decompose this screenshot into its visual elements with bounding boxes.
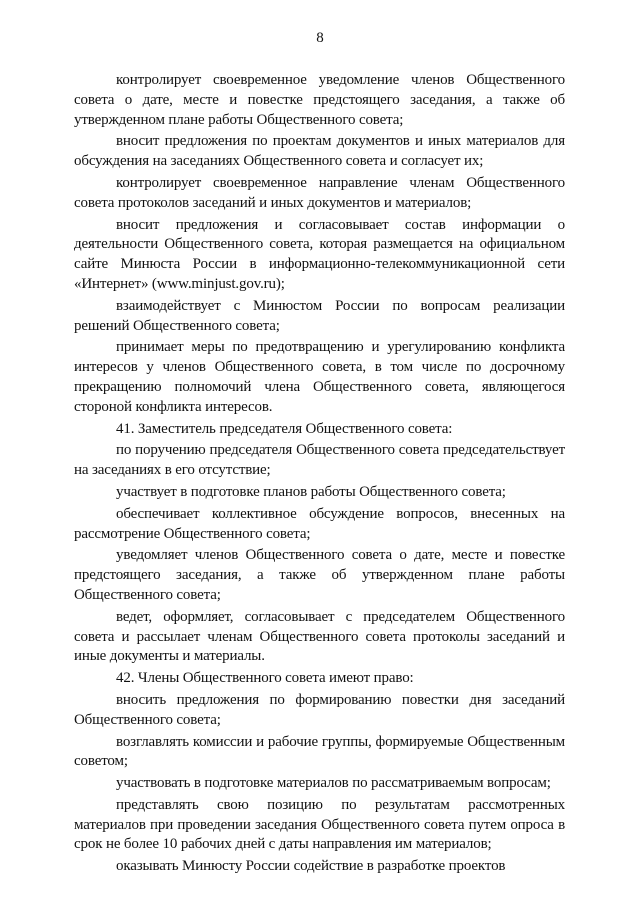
paragraph: участвует в подготовке планов работы Общественного совета; [116, 483, 506, 500]
section-heading: 42. Члены Общественного совета имеют право: [116, 670, 414, 687]
paragraph: вносит предложения и согласовывает состав информации о деятельности Общественного совета, которая размещается на официальном сайте Минюста России в информационно-телекоммуникационной сети «Интернет» (www.minjust.gov.ru); [74, 216, 565, 292]
paragraph: контролирует своевременное уведомление членов Общественного совета о дате, месте и повестке предстоящего заседания, а также об утвержденном плане работы Общественного совета; [74, 72, 565, 128]
paragraph: взаимодействует с Минюстом России по вопросам реализации решений Общественного совета; [74, 297, 565, 334]
page-number: 8 [316, 30, 324, 46]
paragraph: участвовать в подготовке материалов по рассматриваемым вопросам; [116, 775, 551, 792]
paragraph: представлять свою позицию по результатам рассмотренных материалов при проведении заседания Общественного совета путем опроса в срок не более 10 рабочих дней с даты направления им материалов; [74, 796, 565, 853]
paragraph: по поручению председателя Общественного совета председательствует на заседаниях в его отсутствие; [74, 442, 565, 479]
paragraph: вносить предложения по формированию повестки дня заседаний Общественного совета; [74, 691, 565, 728]
paragraph: обеспечивает коллективное обсуждение вопросов, внесенных на рассмотрение Общественного совета; [74, 505, 565, 542]
paragraph: ведет, оформляет, согласовывает с председателем Общественного совета и рассылает членам Общественного совета протоколы заседаний и иные документы и материалы. [74, 608, 565, 665]
paragraph: оказывать Минюсту России содействие в разработке проектов [116, 858, 506, 875]
paragraph: вносит предложения по проектам документов и иных материалов для обсуждения на заседаниях Общественного совета и согласует их; [74, 133, 565, 170]
paragraph: уведомляет членов Общественного совета о дате, месте и повестке предстоящего заседания, а также об утвержденном плане работы Общественного совета; [74, 547, 565, 603]
section-heading: 41. Заместитель председателя Общественного совета: [116, 420, 453, 437]
paragraph: контролирует своевременное направление членам Общественного совета протоколов заседаний и иных документов и материалов; [74, 174, 565, 211]
document-body [74, 71, 565, 877]
paragraph: возглавлять комиссии и рабочие группы, формируемые Общественным советом; [74, 733, 565, 770]
paragraph: принимает меры по предотвращению и урегулированию конфликта интересов у членов Общественного совета, в том числе по досрочному прекращению полномочий члена Общественного совета, являющегося стороной конфликта интересов. [74, 339, 565, 415]
